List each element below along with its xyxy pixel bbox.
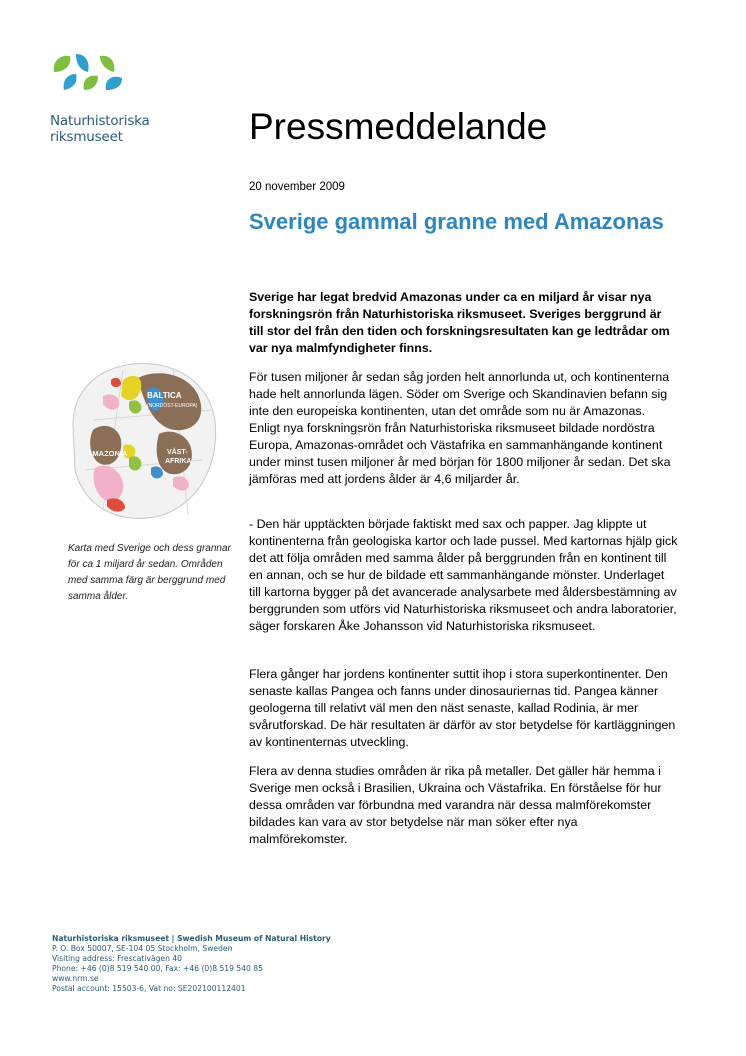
footer-website-link[interactable]: www.nrm.se xyxy=(52,974,99,983)
logo-line-2: riksmuseet xyxy=(50,129,123,145)
map-label-baltica: BALTICA xyxy=(147,391,182,400)
map-label-afrika: AFRIKA xyxy=(165,458,192,465)
article-paragraph-1: För tusen miljoner år sedan såg jorden helt annorlunda ut, och kontinenterna hade helt annorlunda lägen. Söder om Sverige och Skandinavien befann sig inte den europeiska kontinenten, utan det område som nu är Amazonas. Enligt nya forskningsrön från Naturhistoriska riksmuseet bildade nordöstra Europa, Amazonas-området och Västafrika en sammanhängande kontinent under minst tusen miljoner år med början för 1800 miljoner år sedan. Det ska jämföras med att jordens ålder är 4,6 miljarder år. xyxy=(249,370,671,486)
museum-logo-icon xyxy=(50,50,130,92)
article-paragraph-2: - Den här upptäckten började faktiskt med sax och papper. Jag klippte ut kontinenterna från geologiska kartor och lade pussel. Med kartornas hjälp gick det att följa områden med samma ålder på berggrunden från en kontinent till en annan, och se hur de bildade ett sammanhängande mönster. Underlaget till kartorna bygger på det avancerade analysarbete med åldersbestämning av berggrunden som utförs vid Naturhistoriska riksmuseet och andra laboratorier, säger forskaren Åke Johansson vid Naturhistoriska riksmuseet. xyxy=(249,517,678,633)
article-paragraph-4: Flera av denna studies områden är rika på metaller. Det gäller här hemma i Sverige men också i Brasilien, Ukraina och Västafrika. En förståelse för hur dessa områden var förbundna med varandra när dessa malmförekomster bildades kan vara av stor betydelse när man söker efter nya malmförekomster. xyxy=(249,764,662,846)
footer-visiting-address: Visiting address: Frescativägen 40 xyxy=(52,954,182,963)
map-label-vast: VÄST- xyxy=(167,449,188,456)
page-title: Pressmeddelande xyxy=(249,106,548,147)
paleogeographic-map-image xyxy=(63,350,223,528)
article-paragraph-3: Flera gånger har jordens kontinenter suttit ihop i stora superkontinenter. Den senaste kallas Pangea och fanns under dinosauriernas tid. Pangea känner geologerna till relativt väl men den näst senaste, kallad Rodinia, är mer svårutforskad. De här resultaten är därför av stor betydelse för kartläggningen av kontinenternas utveckling. xyxy=(249,667,676,749)
footer-postal-address: P. O. Box 50007, SE-104 05 Stockholm, Sweden xyxy=(52,944,233,953)
footer-phone: Phone: +46 (0)8 519 540 00, Fax: +46 (0)8 519 540 85 xyxy=(52,964,263,973)
map-label-baltica-sub: (NORDÖST-EUROPA) xyxy=(147,403,198,409)
logo-line-1: Naturhistoriska xyxy=(50,113,150,129)
map-label-amazonia: AMAZONIA xyxy=(87,449,128,458)
article-headline: Sverige gammal granne med Amazonas xyxy=(249,209,664,234)
logo-wordmark xyxy=(50,113,150,145)
footer-organization: Naturhistoriska riksmuseet | Swedish Museum of Natural History xyxy=(52,934,331,943)
footer-account: Postal account: 15503-6, Vat no: SE202100112401 xyxy=(52,984,246,993)
page-footer xyxy=(52,934,382,994)
publish-date: 20 november 2009 xyxy=(249,181,345,193)
figure-caption: Karta med Sverige och dess grannar för ca 1 miljard år sedan. Områden med samma färg är berggrund med samma ålder. xyxy=(68,543,231,602)
article-lead: Sverige har legat bredvid Amazonas under ca en miljard år visar nya forskningsrön från Naturhistoriska riksmuseet. Sveriges berggrund är till stor del från den tiden och forskningsresultaten kan ge ledtrådar om var nya malmfyndigheter finns. xyxy=(249,290,670,355)
